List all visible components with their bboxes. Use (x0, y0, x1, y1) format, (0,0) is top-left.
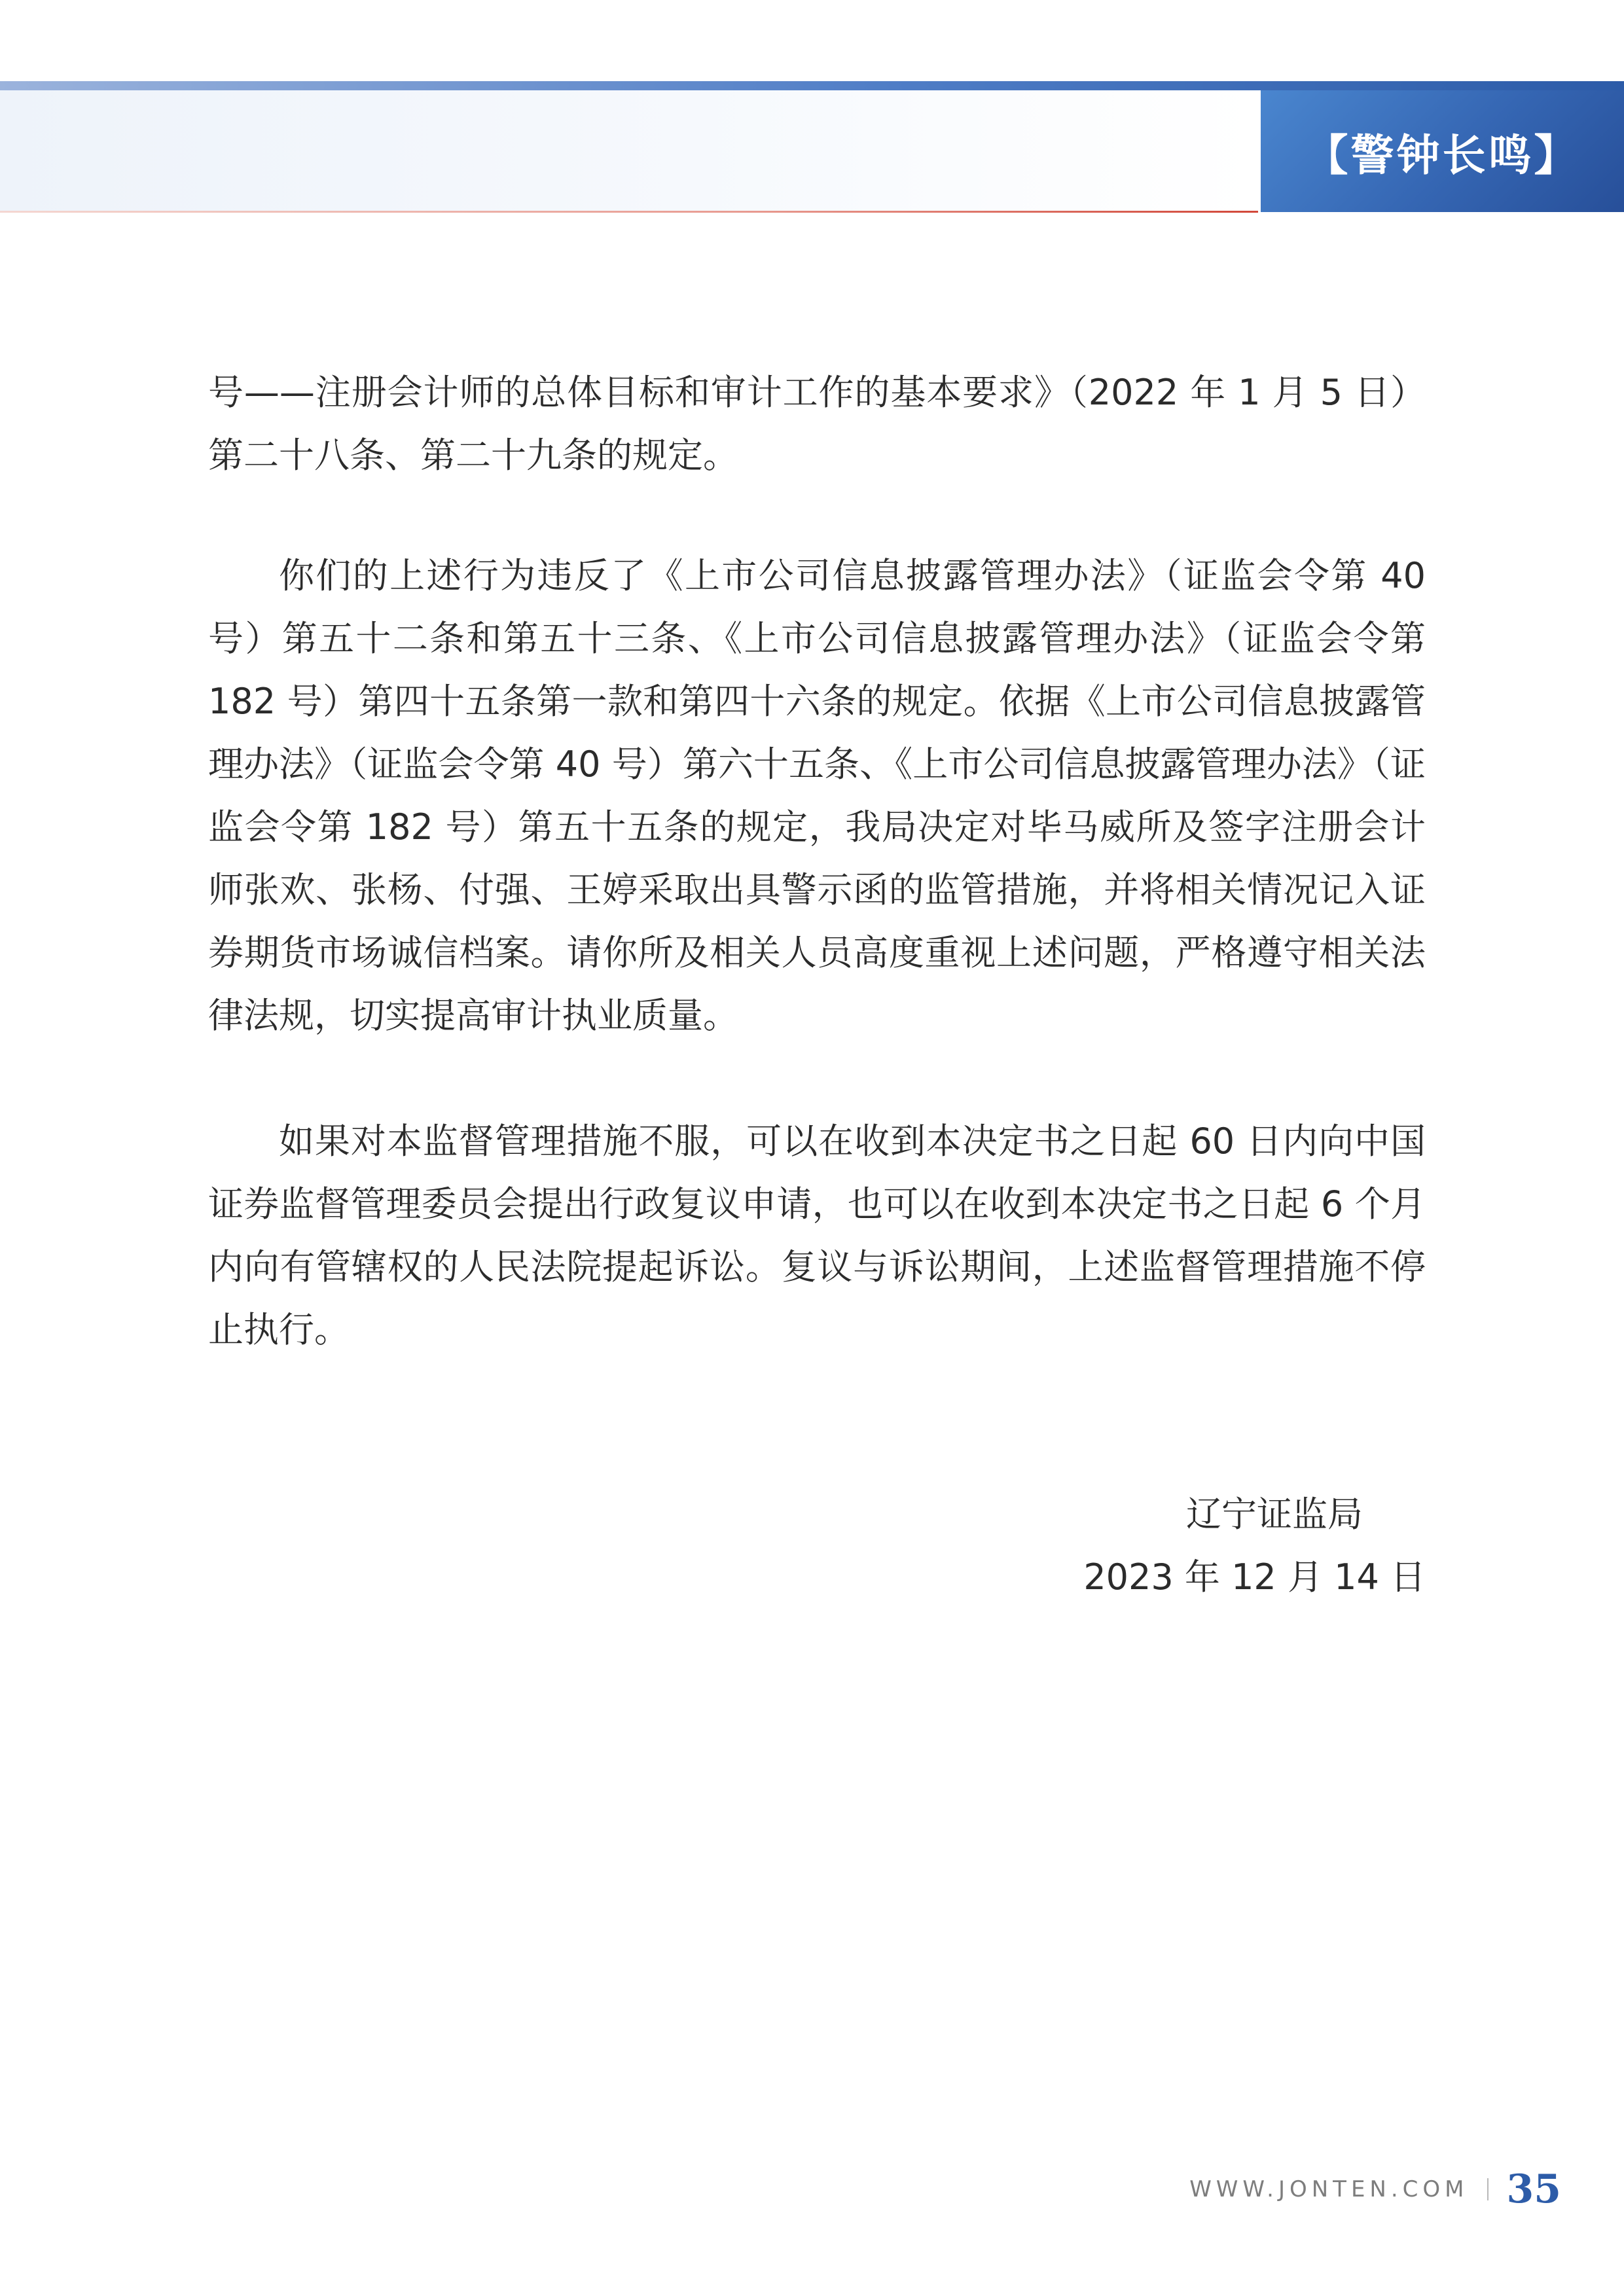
signature-block (1083, 1483, 1426, 1609)
issue-date: 2023 年 12 月 14 日 (1083, 1556, 1426, 1598)
paragraph-3: 如果对本监督管理措施不服，可以在收到本决定书之日起 60 日内向中国证券监督管理委员会提出行政复议申请，也可以在收到本决定书之日起 6 个月内向有管辖权的人民法院提起诉讼。复议与诉讼期间，上述监督管理措施不停止执行。 (208, 1121, 1426, 1350)
paragraph-1: 号——注册会计师的总体目标和审计工作的基本要求》（2022 年 1 月 5 日）第二十八条、第二十九条的规定。 (208, 372, 1426, 476)
header-divider (0, 211, 1258, 213)
page-footer (1189, 2163, 1561, 2215)
issuer-name: 辽宁证监局 (1186, 1494, 1363, 1535)
footer-separator (1487, 2178, 1489, 2200)
section-title: 【警钟长鸣】 (1305, 129, 1580, 181)
section-tag (1261, 90, 1624, 212)
page-number: 35 (1506, 2166, 1561, 2212)
paragraph-2: 你们的上述行为违反了《上市公司信息披露管理办法》（证监会令第 40 号）第五十二条和第五十三条、《上市公司信息披露管理办法》（证监会令第 182 号）第四十五条第一款和第四十六条的规定。依据《上市公司信息披露管理办法》（证监会令第 40 号）第六十五条、《上市公司信息披露管理办法》（证监会令第 182 号）第五十五条的规定，我局决定对毕马威所及签字注册会计师张欢、张杨、付强、王婷采取出具警示函的监管措施，并将相关情况记入证券期货市场诚信档案。请你所及相关人员高度重视上述问题，严格遵守相关法律法规，切实提高审计执业质量。 (208, 555, 1426, 1036)
header-accent-bar (0, 81, 1624, 90)
website-link[interactable]: WWW.JONTEN.COM (1189, 2176, 1469, 2202)
header-background (0, 90, 1258, 212)
